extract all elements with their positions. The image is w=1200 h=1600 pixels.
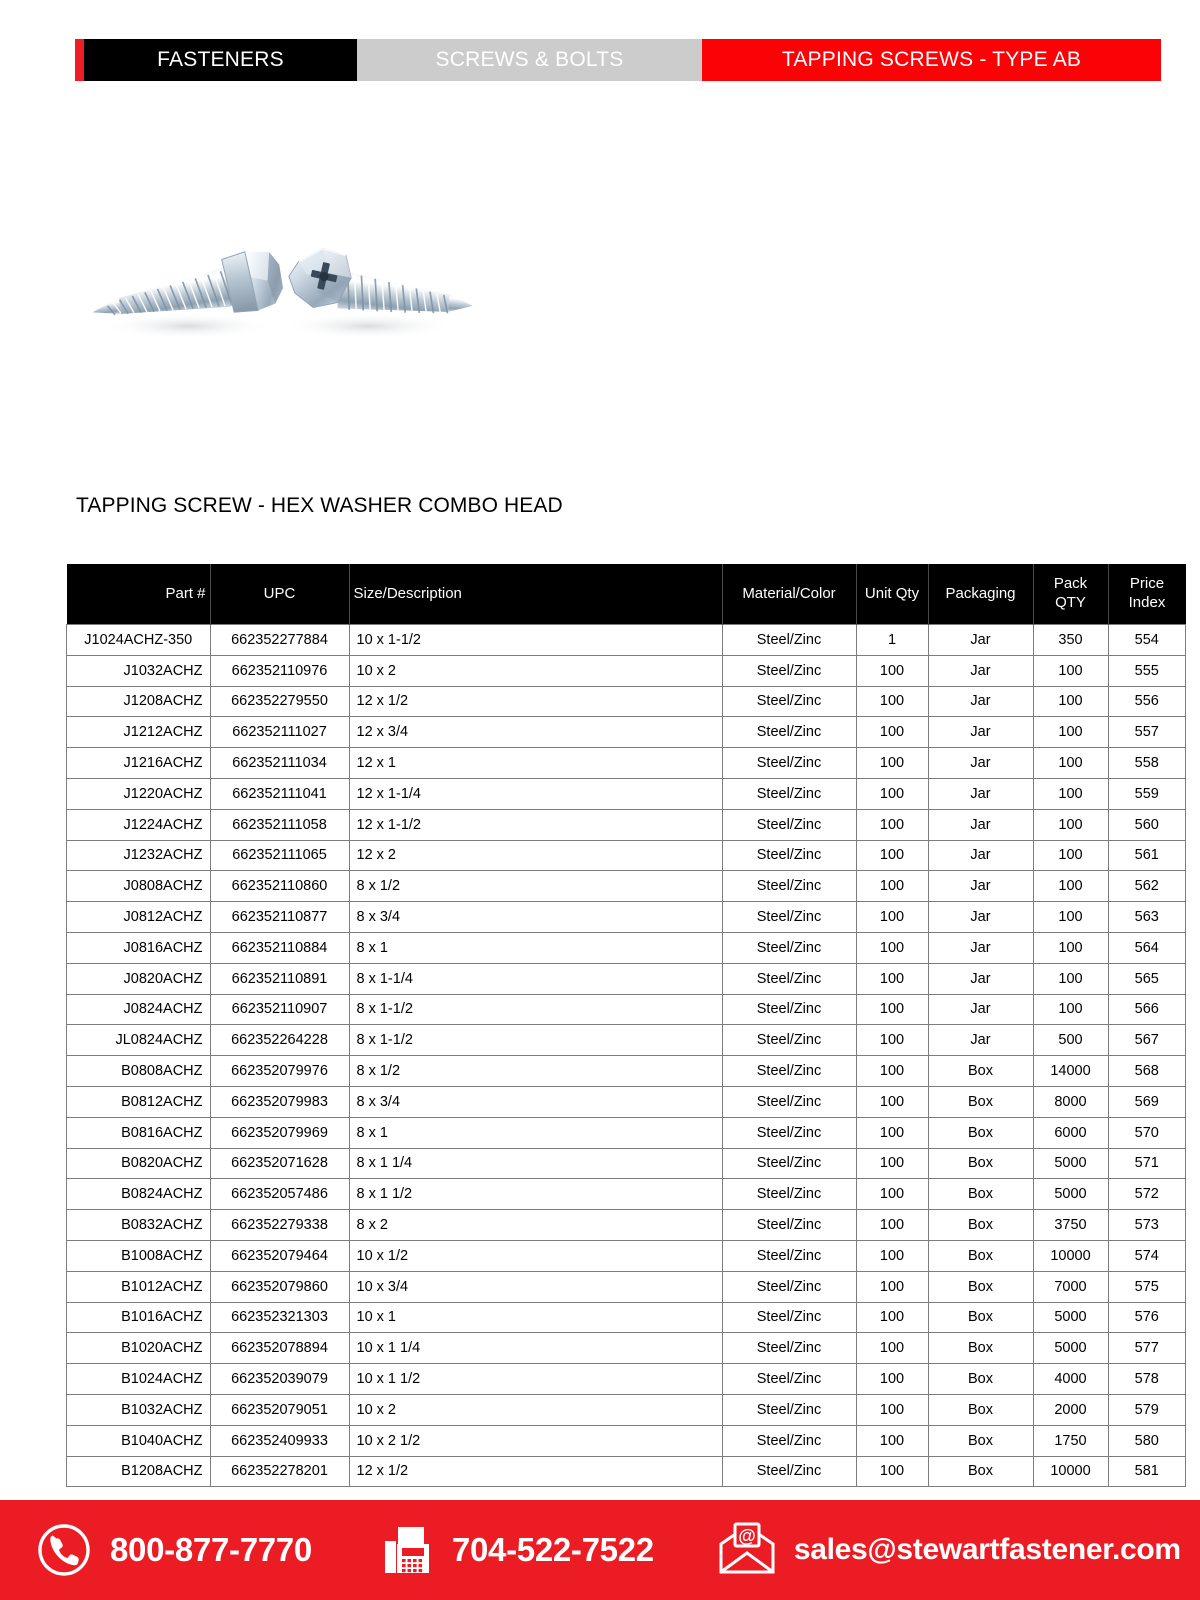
cell-pack-qty: 100 (1033, 717, 1108, 748)
table-header-row (67, 564, 1186, 625)
table-body (67, 625, 1186, 1487)
cell-pack-qty: 2000 (1033, 1394, 1108, 1425)
cell-part-number: J1224ACHZ (67, 809, 211, 840)
cell-unit-qty: 100 (856, 686, 928, 717)
breadcrumb-item-screws-and-bolts[interactable] (357, 39, 702, 81)
cell-material-color: Steel/Zinc (722, 1333, 856, 1364)
cell-upc: 662352071628 (210, 1148, 349, 1179)
cell-upc: 662352079969 (210, 1117, 349, 1148)
table-row[interactable] (67, 809, 1186, 840)
cell-size-description: 12 x 1/2 (349, 686, 722, 717)
cell-price-index: 576 (1108, 1302, 1186, 1333)
table-row[interactable] (67, 1271, 1186, 1302)
cell-packaging: Jar (928, 871, 1033, 902)
cell-unit-qty: 100 (856, 1302, 928, 1333)
cell-upc: 662352110976 (210, 655, 349, 686)
breadcrumb (75, 39, 1161, 81)
cell-part-number: J1212ACHZ (67, 717, 211, 748)
cell-price-index: 571 (1108, 1148, 1186, 1179)
breadcrumb-label: SCREWS & BOLTS (435, 48, 624, 71)
cell-unit-qty: 100 (856, 840, 928, 871)
cell-part-number: B1012ACHZ (67, 1271, 211, 1302)
table-row[interactable] (67, 902, 1186, 933)
cell-upc: 662352264228 (210, 1025, 349, 1056)
cell-material-color: Steel/Zinc (722, 655, 856, 686)
cell-packaging: Box (928, 1117, 1033, 1148)
table-row[interactable] (67, 1456, 1186, 1487)
cell-part-number: B0832ACHZ (67, 1210, 211, 1241)
column-header-upc: UPC (210, 564, 349, 625)
cell-packaging: Box (928, 1210, 1033, 1241)
cell-packaging: Jar (928, 655, 1033, 686)
cell-part-number: J0824ACHZ (67, 994, 211, 1025)
cell-upc: 662352079983 (210, 1086, 349, 1117)
cell-part-number: J1216ACHZ (67, 748, 211, 779)
cell-material-color: Steel/Zinc (722, 1210, 856, 1241)
cell-pack-qty: 100 (1033, 778, 1108, 809)
fax-number: 704-522-7522 (451, 1531, 654, 1568)
cell-part-number: J1208ACHZ (67, 686, 211, 717)
cell-unit-qty: 100 (856, 932, 928, 963)
table-row[interactable] (67, 871, 1186, 902)
cell-upc: 662352079860 (210, 1271, 349, 1302)
table-row[interactable] (67, 963, 1186, 994)
cell-upc: 662352111058 (210, 809, 349, 840)
cell-unit-qty: 100 (856, 1148, 928, 1179)
cell-packaging: Jar (928, 778, 1033, 809)
cell-pack-qty: 7000 (1033, 1271, 1108, 1302)
cell-material-color: Steel/Zinc (722, 932, 856, 963)
cell-upc: 662352078894 (210, 1333, 349, 1364)
cell-packaging: Box (928, 1425, 1033, 1456)
cell-pack-qty: 100 (1033, 963, 1108, 994)
cell-unit-qty: 1 (856, 625, 928, 656)
cell-upc: 662352057486 (210, 1179, 349, 1210)
page-title: TAPPING SCREW - HEX WASHER COMBO HEAD (76, 494, 563, 517)
cell-pack-qty: 100 (1033, 902, 1108, 933)
cell-size-description: 10 x 1 1/4 (349, 1333, 722, 1364)
cell-unit-qty: 100 (856, 902, 928, 933)
cell-size-description: 8 x 1 (349, 1117, 722, 1148)
cell-part-number: B1208ACHZ (67, 1456, 211, 1487)
cell-pack-qty: 5000 (1033, 1179, 1108, 1210)
cell-upc: 662352111034 (210, 748, 349, 779)
cell-price-index: 554 (1108, 625, 1186, 656)
cell-material-color: Steel/Zinc (722, 748, 856, 779)
cell-unit-qty: 100 (856, 1025, 928, 1056)
cell-part-number: B1040ACHZ (67, 1425, 211, 1456)
cell-unit-qty: 100 (856, 1394, 928, 1425)
cell-material-color: Steel/Zinc (722, 1271, 856, 1302)
cell-price-index: 563 (1108, 902, 1186, 933)
cell-packaging: Jar (928, 717, 1033, 748)
cell-upc: 662352110884 (210, 932, 349, 963)
cell-material-color: Steel/Zinc (722, 871, 856, 902)
cell-size-description: 8 x 1/2 (349, 871, 722, 902)
cell-part-number: B1008ACHZ (67, 1240, 211, 1271)
cell-price-index: 577 (1108, 1333, 1186, 1364)
cell-packaging: Box (928, 1456, 1033, 1487)
cell-packaging: Jar (928, 932, 1033, 963)
cell-upc: 662352278201 (210, 1456, 349, 1487)
cell-pack-qty: 5000 (1033, 1148, 1108, 1179)
table-row[interactable] (67, 625, 1186, 656)
cell-pack-qty: 10000 (1033, 1240, 1108, 1271)
cell-unit-qty: 100 (856, 809, 928, 840)
table-row[interactable] (67, 1025, 1186, 1056)
breadcrumb-accent-bar (75, 39, 84, 81)
cell-pack-qty: 100 (1033, 655, 1108, 686)
cell-size-description: 12 x 1 (349, 748, 722, 779)
table-row[interactable] (67, 1117, 1186, 1148)
cell-material-color: Steel/Zinc (722, 1056, 856, 1087)
cell-size-description: 8 x 2 (349, 1210, 722, 1241)
cell-price-index: 561 (1108, 840, 1186, 871)
cell-size-description: 10 x 1 (349, 1302, 722, 1333)
cell-packaging: Jar (928, 994, 1033, 1025)
cell-size-description: 10 x 1/2 (349, 1240, 722, 1271)
cell-price-index: 560 (1108, 809, 1186, 840)
table-row[interactable] (67, 1086, 1186, 1117)
cell-size-description: 12 x 3/4 (349, 717, 722, 748)
cell-part-number: B0824ACHZ (67, 1179, 211, 1210)
cell-part-number: JL0824ACHZ (67, 1025, 211, 1056)
cell-material-color: Steel/Zinc (722, 1456, 856, 1487)
cell-part-number: J0820ACHZ (67, 963, 211, 994)
cell-material-color: Steel/Zinc (722, 840, 856, 871)
cell-size-description: 8 x 1/2 (349, 1056, 722, 1087)
breadcrumb-item-tapping-screws-type-ab[interactable] (702, 39, 1161, 81)
cell-price-index: 564 (1108, 932, 1186, 963)
cell-price-index: 565 (1108, 963, 1186, 994)
cell-upc: 662352111027 (210, 717, 349, 748)
cell-packaging: Jar (928, 686, 1033, 717)
cell-material-color: Steel/Zinc (722, 1179, 856, 1210)
cell-unit-qty: 100 (856, 1364, 928, 1395)
table-row[interactable] (67, 1333, 1186, 1364)
cell-material-color: Steel/Zinc (722, 1086, 856, 1117)
table-row[interactable] (67, 1302, 1186, 1333)
table-row[interactable] (67, 1364, 1186, 1395)
cell-pack-qty: 6000 (1033, 1117, 1108, 1148)
cell-price-index: 558 (1108, 748, 1186, 779)
cell-upc: 662352409933 (210, 1425, 349, 1456)
cell-packaging: Jar (928, 625, 1033, 656)
cell-pack-qty: 100 (1033, 932, 1108, 963)
cell-packaging: Jar (928, 748, 1033, 779)
cell-unit-qty: 100 (856, 717, 928, 748)
cell-unit-qty: 100 (856, 994, 928, 1025)
cell-material-color: Steel/Zinc (722, 625, 856, 656)
table-row[interactable] (67, 1056, 1186, 1087)
cell-size-description: 8 x 1-1/2 (349, 1025, 722, 1056)
cell-upc: 662352111065 (210, 840, 349, 871)
cell-upc: 662352321303 (210, 1302, 349, 1333)
cell-pack-qty: 100 (1033, 871, 1108, 902)
cell-packaging: Box (928, 1086, 1033, 1117)
cell-unit-qty: 100 (856, 1271, 928, 1302)
cell-upc: 662352110907 (210, 994, 349, 1025)
cell-material-color: Steel/Zinc (722, 1148, 856, 1179)
cell-packaging: Box (928, 1271, 1033, 1302)
table-row[interactable] (67, 778, 1186, 809)
cell-price-index: 575 (1108, 1271, 1186, 1302)
cell-size-description: 8 x 1-1/2 (349, 994, 722, 1025)
cell-unit-qty: 100 (856, 655, 928, 686)
cell-material-color: Steel/Zinc (722, 1302, 856, 1333)
cell-size-description: 8 x 3/4 (349, 902, 722, 933)
cell-part-number: B0812ACHZ (67, 1086, 211, 1117)
cell-packaging: Box (928, 1148, 1033, 1179)
cell-packaging: Box (928, 1333, 1033, 1364)
cell-unit-qty: 100 (856, 1086, 928, 1117)
cell-part-number: J1232ACHZ (67, 840, 211, 871)
table-row[interactable] (67, 1240, 1186, 1271)
cell-size-description: 8 x 1-1/4 (349, 963, 722, 994)
breadcrumb-label: FASTENERS (157, 48, 284, 71)
cell-unit-qty: 100 (856, 1425, 928, 1456)
cell-price-index: 555 (1108, 655, 1186, 686)
cell-price-index: 579 (1108, 1394, 1186, 1425)
phone-icon (36, 1522, 92, 1578)
cell-price-index: 569 (1108, 1086, 1186, 1117)
cell-upc: 662352110891 (210, 963, 349, 994)
column-header-price-index: Price Index (1108, 564, 1186, 625)
cell-packaging: Box (928, 1302, 1033, 1333)
column-header-size-description: Size/Description (349, 564, 722, 625)
cell-pack-qty: 100 (1033, 748, 1108, 779)
cell-pack-qty: 100 (1033, 686, 1108, 717)
cell-price-index: 580 (1108, 1425, 1186, 1456)
cell-pack-qty: 100 (1033, 809, 1108, 840)
table-row[interactable] (67, 994, 1186, 1025)
cell-part-number: B0816ACHZ (67, 1117, 211, 1148)
table-row[interactable] (67, 1148, 1186, 1179)
table-row[interactable] (67, 1425, 1186, 1456)
cell-size-description: 10 x 2 1/2 (349, 1425, 722, 1456)
cell-size-description: 10 x 1-1/2 (349, 625, 722, 656)
cell-upc: 662352279550 (210, 686, 349, 717)
column-header-unit-qty: Unit Qty (856, 564, 928, 625)
table-row[interactable] (67, 748, 1186, 779)
cell-packaging: Jar (928, 902, 1033, 933)
cell-size-description: 8 x 3/4 (349, 1086, 722, 1117)
cell-size-description: 12 x 1-1/2 (349, 809, 722, 840)
cell-size-description: 10 x 3/4 (349, 1271, 722, 1302)
cell-material-color: Steel/Zinc (722, 1364, 856, 1395)
table-header (67, 564, 1186, 625)
cell-material-color: Steel/Zinc (722, 1240, 856, 1271)
tapping-screw-photo-illustration (78, 218, 478, 353)
cell-price-index: 570 (1108, 1117, 1186, 1148)
cell-part-number: J1032ACHZ (67, 655, 211, 686)
cell-packaging: Jar (928, 840, 1033, 871)
cell-size-description: 8 x 1 (349, 932, 722, 963)
table-row[interactable] (67, 717, 1186, 748)
email-icon (716, 1522, 778, 1578)
cell-unit-qty: 100 (856, 1456, 928, 1487)
footer-contact-bar (0, 1500, 1200, 1600)
cell-pack-qty: 100 (1033, 994, 1108, 1025)
breadcrumb-item-fasteners[interactable] (84, 39, 357, 81)
cell-upc: 662352079464 (210, 1240, 349, 1271)
column-header-part-number: Part # (67, 564, 211, 625)
table-row[interactable] (67, 1179, 1186, 1210)
contact-phone[interactable] (36, 1522, 312, 1578)
cell-price-index: 559 (1108, 778, 1186, 809)
cell-material-color: Steel/Zinc (722, 994, 856, 1025)
cell-unit-qty: 100 (856, 748, 928, 779)
cell-packaging: Box (928, 1394, 1033, 1425)
cell-price-index: 574 (1108, 1240, 1186, 1271)
cell-pack-qty: 5000 (1033, 1333, 1108, 1364)
cell-unit-qty: 100 (856, 1056, 928, 1087)
cell-upc: 662352279338 (210, 1210, 349, 1241)
cell-size-description: 12 x 2 (349, 840, 722, 871)
svg-text:@: @ (738, 1526, 756, 1546)
table-row[interactable] (67, 840, 1186, 871)
cell-price-index: 557 (1108, 717, 1186, 748)
cell-material-color: Steel/Zinc (722, 686, 856, 717)
table-row[interactable] (67, 1394, 1186, 1425)
cell-packaging: Jar (928, 963, 1033, 994)
cell-pack-qty: 8000 (1033, 1086, 1108, 1117)
cell-packaging: Box (928, 1364, 1033, 1395)
cell-part-number: J0808ACHZ (67, 871, 211, 902)
column-header-packaging: Packaging (928, 564, 1033, 625)
cell-upc: 662352111041 (210, 778, 349, 809)
email-address: sales@stewartfastener.com (793, 1533, 1181, 1566)
cell-unit-qty: 100 (856, 778, 928, 809)
cell-material-color: Steel/Zinc (722, 717, 856, 748)
cell-size-description: 8 x 1 1/4 (349, 1148, 722, 1179)
cell-packaging: Jar (928, 1025, 1033, 1056)
cell-material-color: Steel/Zinc (722, 963, 856, 994)
cell-price-index: 578 (1108, 1364, 1186, 1395)
cell-packaging: Box (928, 1240, 1033, 1271)
cell-pack-qty: 5000 (1033, 1302, 1108, 1333)
contact-fax[interactable] (380, 1522, 654, 1578)
cell-upc: 662352079051 (210, 1394, 349, 1425)
cell-price-index: 568 (1108, 1056, 1186, 1087)
cell-packaging: Box (928, 1056, 1033, 1087)
cell-unit-qty: 100 (856, 1333, 928, 1364)
cell-material-color: Steel/Zinc (722, 1394, 856, 1425)
fax-icon (380, 1522, 434, 1578)
cell-upc: 662352110877 (210, 902, 349, 933)
cell-material-color: Steel/Zinc (722, 1425, 856, 1456)
cell-material-color: Steel/Zinc (722, 778, 856, 809)
cell-pack-qty: 10000 (1033, 1456, 1108, 1487)
cell-size-description: 12 x 1/2 (349, 1456, 722, 1487)
cell-unit-qty: 100 (856, 1179, 928, 1210)
cell-upc: 662352039079 (210, 1364, 349, 1395)
cell-part-number: B1016ACHZ (67, 1302, 211, 1333)
table-row[interactable] (67, 932, 1186, 963)
cell-price-index: 573 (1108, 1210, 1186, 1241)
cell-pack-qty: 3750 (1033, 1210, 1108, 1241)
cell-size-description: 8 x 1 1/2 (349, 1179, 722, 1210)
cell-upc: 662352079976 (210, 1056, 349, 1087)
cell-price-index: 562 (1108, 871, 1186, 902)
cell-pack-qty: 14000 (1033, 1056, 1108, 1087)
cell-part-number: J1220ACHZ (67, 778, 211, 809)
cell-part-number: B1024ACHZ (67, 1364, 211, 1395)
cell-price-index: 567 (1108, 1025, 1186, 1056)
table-row[interactable] (67, 655, 1186, 686)
spec-table-container (66, 564, 1166, 1487)
cell-part-number: J1024ACHZ-350 (67, 625, 211, 656)
cell-part-number: J0816ACHZ (67, 932, 211, 963)
breadcrumb-label: TAPPING SCREWS - TYPE AB (781, 48, 1082, 71)
product-spec-table (66, 564, 1186, 1487)
cell-upc: 662352277884 (210, 625, 349, 656)
cell-unit-qty: 100 (856, 1210, 928, 1241)
product-photo (78, 218, 478, 353)
cell-part-number: B0820ACHZ (67, 1148, 211, 1179)
cell-size-description: 10 x 1 1/2 (349, 1364, 722, 1395)
cell-size-description: 10 x 2 (349, 1394, 722, 1425)
cell-pack-qty: 350 (1033, 625, 1108, 656)
cell-price-index: 572 (1108, 1179, 1186, 1210)
cell-unit-qty: 100 (856, 963, 928, 994)
cell-upc: 662352110860 (210, 871, 349, 902)
cell-pack-qty: 4000 (1033, 1364, 1108, 1395)
cell-part-number: B1020ACHZ (67, 1333, 211, 1364)
cell-material-color: Steel/Zinc (722, 809, 856, 840)
cell-size-description: 12 x 1-1/4 (349, 778, 722, 809)
cell-pack-qty: 500 (1033, 1025, 1108, 1056)
cell-price-index: 556 (1108, 686, 1186, 717)
cell-material-color: Steel/Zinc (722, 1025, 856, 1056)
cell-unit-qty: 100 (856, 1240, 928, 1271)
cell-size-description: 10 x 2 (349, 655, 722, 686)
phone-number: 800-877-7770 (110, 1531, 312, 1568)
cell-part-number: B0808ACHZ (67, 1056, 211, 1087)
column-header-pack-qty: Pack QTY (1033, 564, 1108, 625)
table-row[interactable] (67, 686, 1186, 717)
contact-email[interactable] (716, 1522, 1181, 1578)
cell-unit-qty: 100 (856, 1117, 928, 1148)
cell-price-index: 566 (1108, 994, 1186, 1025)
cell-part-number: B1032ACHZ (67, 1394, 211, 1425)
column-header-material-color: Material/Color (722, 564, 856, 625)
cell-pack-qty: 100 (1033, 840, 1108, 871)
cell-pack-qty: 1750 (1033, 1425, 1108, 1456)
cell-unit-qty: 100 (856, 871, 928, 902)
cell-packaging: Jar (928, 809, 1033, 840)
table-row[interactable] (67, 1210, 1186, 1241)
cell-material-color: Steel/Zinc (722, 1117, 856, 1148)
cell-packaging: Box (928, 1179, 1033, 1210)
cell-material-color: Steel/Zinc (722, 902, 856, 933)
cell-part-number: J0812ACHZ (67, 902, 211, 933)
cell-price-index: 581 (1108, 1456, 1186, 1487)
